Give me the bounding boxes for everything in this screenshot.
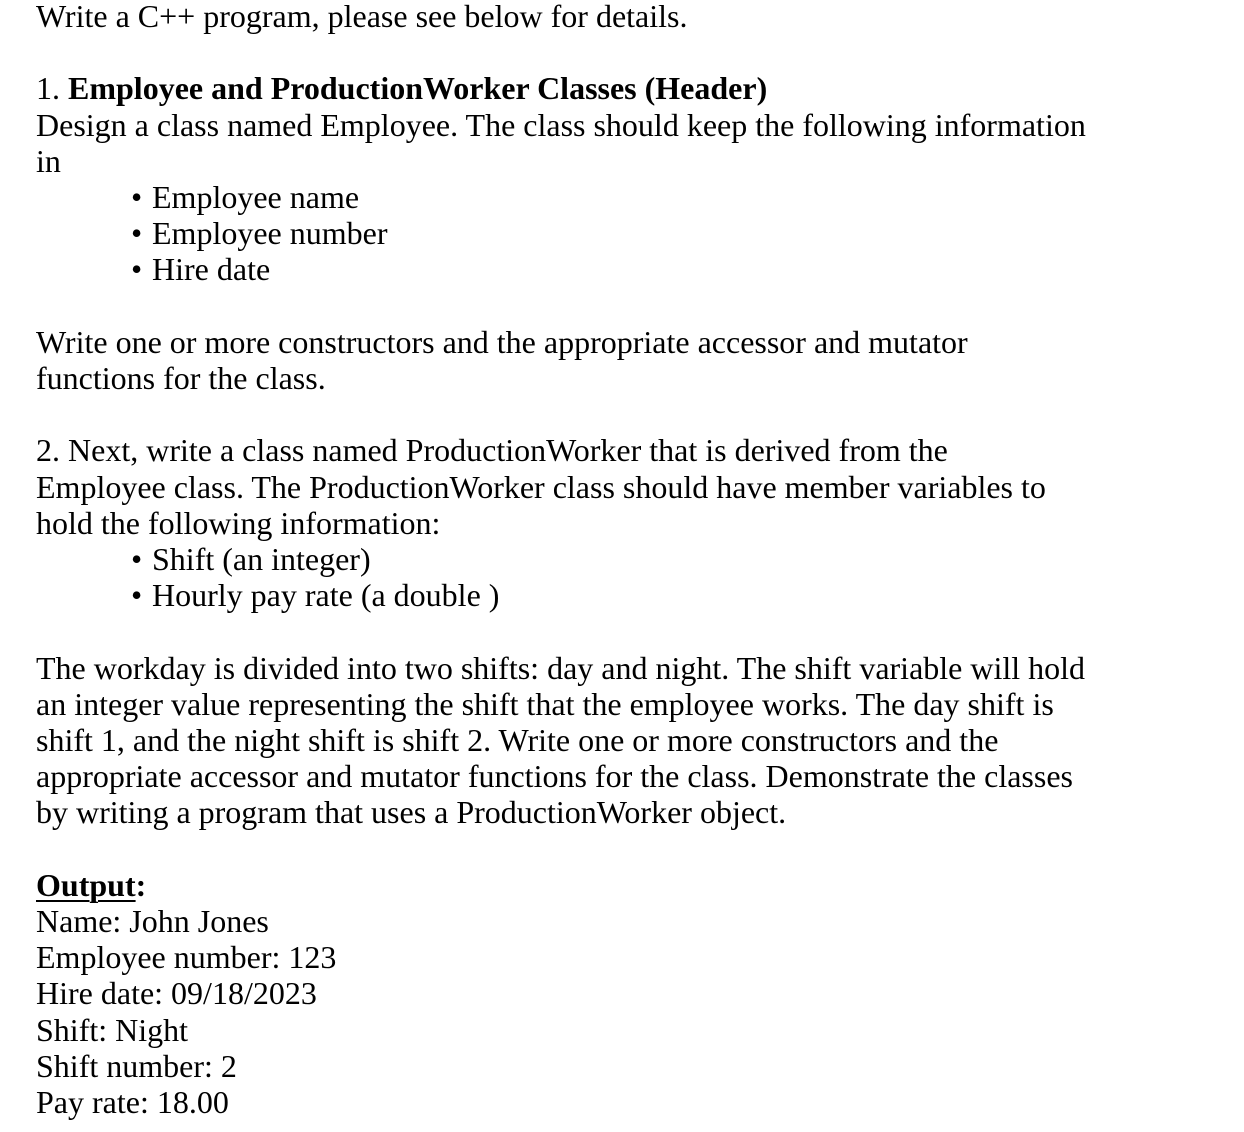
list-item-text: Hire date	[152, 251, 271, 288]
section1-line: in	[36, 142, 61, 179]
description-line: an integer value representing the shift that the employee works. The day shift is	[36, 685, 1054, 722]
document-body	[36, 0, 1231, 1120]
description-line: The workday is divided into two shifts: day and night. The shift variable will hold	[36, 649, 1086, 686]
description-line: shift 1, and the night shift is shift 2. Write one or more constructors and the	[36, 721, 999, 758]
list-item-text: Shift (an integer)	[152, 540, 371, 577]
output-label: Output	[36, 866, 136, 903]
section1-bullet-list	[36, 179, 1231, 288]
bullet-icon: •	[131, 540, 143, 577]
output-line: Name: John Jones	[36, 902, 269, 939]
spacer	[36, 613, 1231, 649]
spacer	[36, 288, 1231, 324]
list-item-text: Employee number	[152, 215, 388, 252]
bullet-icon: •	[131, 215, 143, 252]
output-line: Shift: Night	[36, 1011, 189, 1048]
bullet-icon: •	[131, 251, 143, 288]
output-colon: :	[135, 866, 147, 903]
list-item-text: Hourly pay rate (a double )	[152, 577, 500, 614]
description-line: by writing a program that uses a ProductionWorker object.	[36, 794, 787, 831]
output-line: Pay rate: 18.00	[36, 1083, 229, 1120]
section1-title: Employee and ProductionWorker Classes (Header)	[68, 70, 768, 107]
section2-line: hold the following information:	[36, 504, 441, 541]
description-line: appropriate accessor and mutator functions for the class. Demonstrate the classes	[36, 758, 1073, 795]
section1-number: 1.	[36, 70, 60, 107]
list-item	[131, 215, 1231, 251]
output-line: Employee number: 123	[36, 939, 337, 976]
section1-closing-line: Write one or more constructors and the appropriate accessor and mutator	[36, 323, 968, 360]
bullet-icon: •	[131, 179, 143, 215]
bullet-icon: •	[131, 577, 143, 614]
list-item	[131, 541, 1231, 577]
list-item	[131, 577, 1231, 613]
spacer	[36, 831, 1231, 867]
section1-closing-line: functions for the class.	[36, 359, 326, 396]
list-item	[131, 251, 1231, 287]
section1-line: Design a class named Employee. The class should keep the following information	[36, 106, 1086, 143]
spacer	[36, 396, 1231, 432]
section2-bullet-list	[36, 541, 1231, 613]
output-heading	[36, 867, 1231, 903]
output-line: Hire date: 09/18/2023	[36, 975, 317, 1012]
output-line: Shift number: 2	[36, 1047, 237, 1084]
list-item	[131, 179, 1231, 215]
section2-line: Employee class. The ProductionWorker class should have member variables to	[36, 468, 1046, 505]
list-item-text: Employee name	[152, 179, 360, 215]
section1-heading	[36, 70, 1231, 106]
intro-line: Write a C++ program, please see below for details.	[36, 0, 688, 34]
spacer	[36, 34, 1231, 70]
section2-line: 2. Next, write a class named ProductionWorker that is derived from the	[36, 432, 948, 469]
